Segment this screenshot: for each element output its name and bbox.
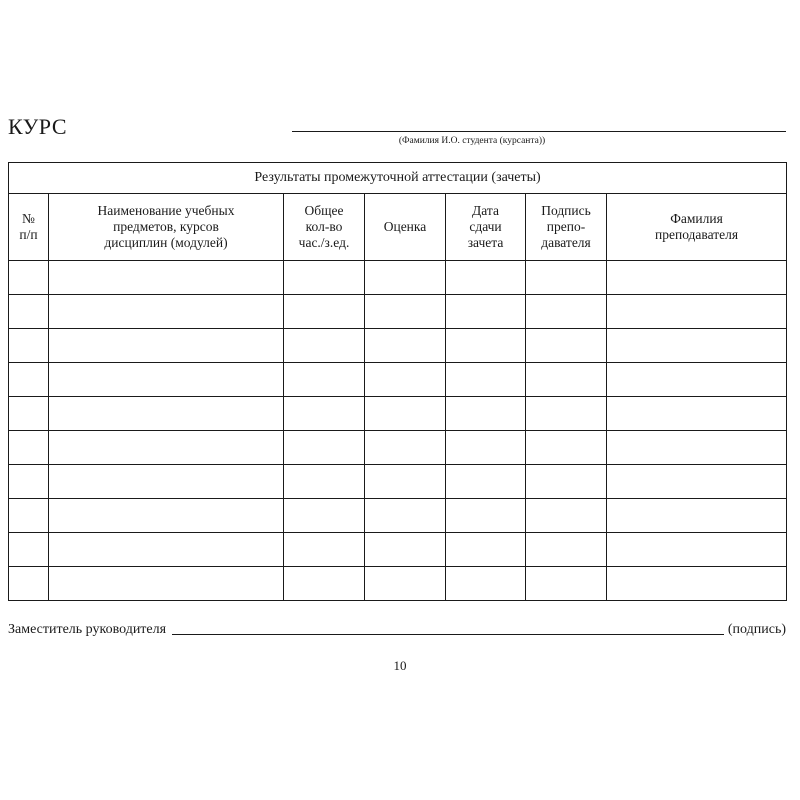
table-cell[interactable]: [446, 465, 526, 499]
deputy-label: Заместитель руководителя: [8, 622, 167, 637]
table-cell[interactable]: [365, 295, 446, 329]
table-cell[interactable]: [365, 363, 446, 397]
table-body: [9, 261, 787, 601]
table-cell[interactable]: [9, 431, 49, 465]
table-cell[interactable]: [526, 567, 607, 601]
table-cell[interactable]: [446, 533, 526, 567]
table-cell[interactable]: [446, 431, 526, 465]
table-cell[interactable]: [284, 567, 365, 601]
table-cell[interactable]: [284, 261, 365, 295]
table-cell[interactable]: [49, 397, 284, 431]
table-cell[interactable]: [49, 261, 284, 295]
table-cell[interactable]: [49, 533, 284, 567]
table-cell[interactable]: [365, 329, 446, 363]
table-caption: Результаты промежуточной аттестации (зачеты): [9, 163, 787, 194]
table-cell[interactable]: [446, 499, 526, 533]
table-cell[interactable]: [49, 363, 284, 397]
deputy-signature-line: [8, 622, 786, 638]
table-cell[interactable]: [446, 329, 526, 363]
column-header-grade: Оценка: [365, 194, 446, 261]
table-cell[interactable]: [526, 397, 607, 431]
table-row: [9, 397, 787, 431]
table-cell[interactable]: [9, 261, 49, 295]
column-header-subject: Наименование учебных предметов, курсов дисциплин (модулей): [49, 194, 284, 261]
table-cell[interactable]: [446, 567, 526, 601]
table-cell[interactable]: [49, 431, 284, 465]
table-cell[interactable]: [284, 431, 365, 465]
column-header-number: № п/п: [9, 194, 49, 261]
table-header-row: [9, 194, 787, 261]
table-cell[interactable]: [9, 295, 49, 329]
table-cell[interactable]: [446, 363, 526, 397]
table-row: [9, 363, 787, 397]
table-cell[interactable]: [365, 499, 446, 533]
table-cell[interactable]: [49, 499, 284, 533]
table-cell[interactable]: [284, 295, 365, 329]
table-row: [9, 465, 787, 499]
table-cell[interactable]: [365, 567, 446, 601]
table-cell[interactable]: [446, 295, 526, 329]
table-cell[interactable]: [9, 533, 49, 567]
table-cell[interactable]: [526, 329, 607, 363]
table-row: [9, 295, 787, 329]
table-cell[interactable]: [284, 363, 365, 397]
table-cell[interactable]: [284, 499, 365, 533]
table-cell[interactable]: [365, 465, 446, 499]
table-cell[interactable]: [526, 431, 607, 465]
table-cell[interactable]: [9, 363, 49, 397]
table-cell[interactable]: [9, 329, 49, 363]
table-row: [9, 499, 787, 533]
table-cell[interactable]: [284, 465, 365, 499]
table-cell[interactable]: [49, 329, 284, 363]
column-header-teacher: Фамилия преподавателя: [607, 194, 787, 261]
column-header-signature: Подпись препо- давателя: [526, 194, 607, 261]
table-cell[interactable]: [607, 465, 787, 499]
table-cell[interactable]: [9, 567, 49, 601]
table-cell[interactable]: [9, 499, 49, 533]
student-name-line: [292, 131, 786, 132]
table-cell[interactable]: [607, 329, 787, 363]
table-cell[interactable]: [607, 533, 787, 567]
table-cell[interactable]: [365, 431, 446, 465]
table-cell[interactable]: [9, 465, 49, 499]
table-cell[interactable]: [607, 431, 787, 465]
table-cell[interactable]: [607, 499, 787, 533]
page-number: 10: [393, 658, 407, 673]
table-cell[interactable]: [365, 397, 446, 431]
column-header-date: Дата сдачи зачета: [446, 194, 526, 261]
table-row: [9, 261, 787, 295]
course-title: КУРС: [8, 114, 67, 139]
table-cell[interactable]: [526, 363, 607, 397]
table-row: [9, 567, 787, 601]
table-row: [9, 431, 787, 465]
attestation-table: [8, 162, 787, 601]
table-cell[interactable]: [526, 295, 607, 329]
table-cell[interactable]: [365, 533, 446, 567]
column-header-hours: Общее кол-во час./з.ед.: [284, 194, 365, 261]
signature-underline: [172, 634, 724, 635]
table-cell[interactable]: [49, 465, 284, 499]
signature-label: (подпись): [727, 622, 786, 637]
table-cell[interactable]: [607, 567, 787, 601]
table-row: [9, 329, 787, 363]
table-cell[interactable]: [526, 533, 607, 567]
student-name-caption: (Фамилия И.О. студента (курсанта)): [398, 136, 546, 146]
table-cell[interactable]: [526, 261, 607, 295]
table-cell[interactable]: [526, 499, 607, 533]
table-cell[interactable]: [9, 397, 49, 431]
table-cell[interactable]: [607, 397, 787, 431]
table-cell[interactable]: [284, 533, 365, 567]
table-cell[interactable]: [365, 261, 446, 295]
table-cell[interactable]: [526, 465, 607, 499]
table-cell[interactable]: [284, 397, 365, 431]
table-cell[interactable]: [49, 295, 284, 329]
table-cell[interactable]: [446, 261, 526, 295]
table-cell[interactable]: [284, 329, 365, 363]
table-cell[interactable]: [607, 295, 787, 329]
table-cell[interactable]: [49, 567, 284, 601]
table-cell[interactable]: [607, 261, 787, 295]
table-cell[interactable]: [446, 397, 526, 431]
table-cell[interactable]: [607, 363, 787, 397]
table-row: [9, 533, 787, 567]
